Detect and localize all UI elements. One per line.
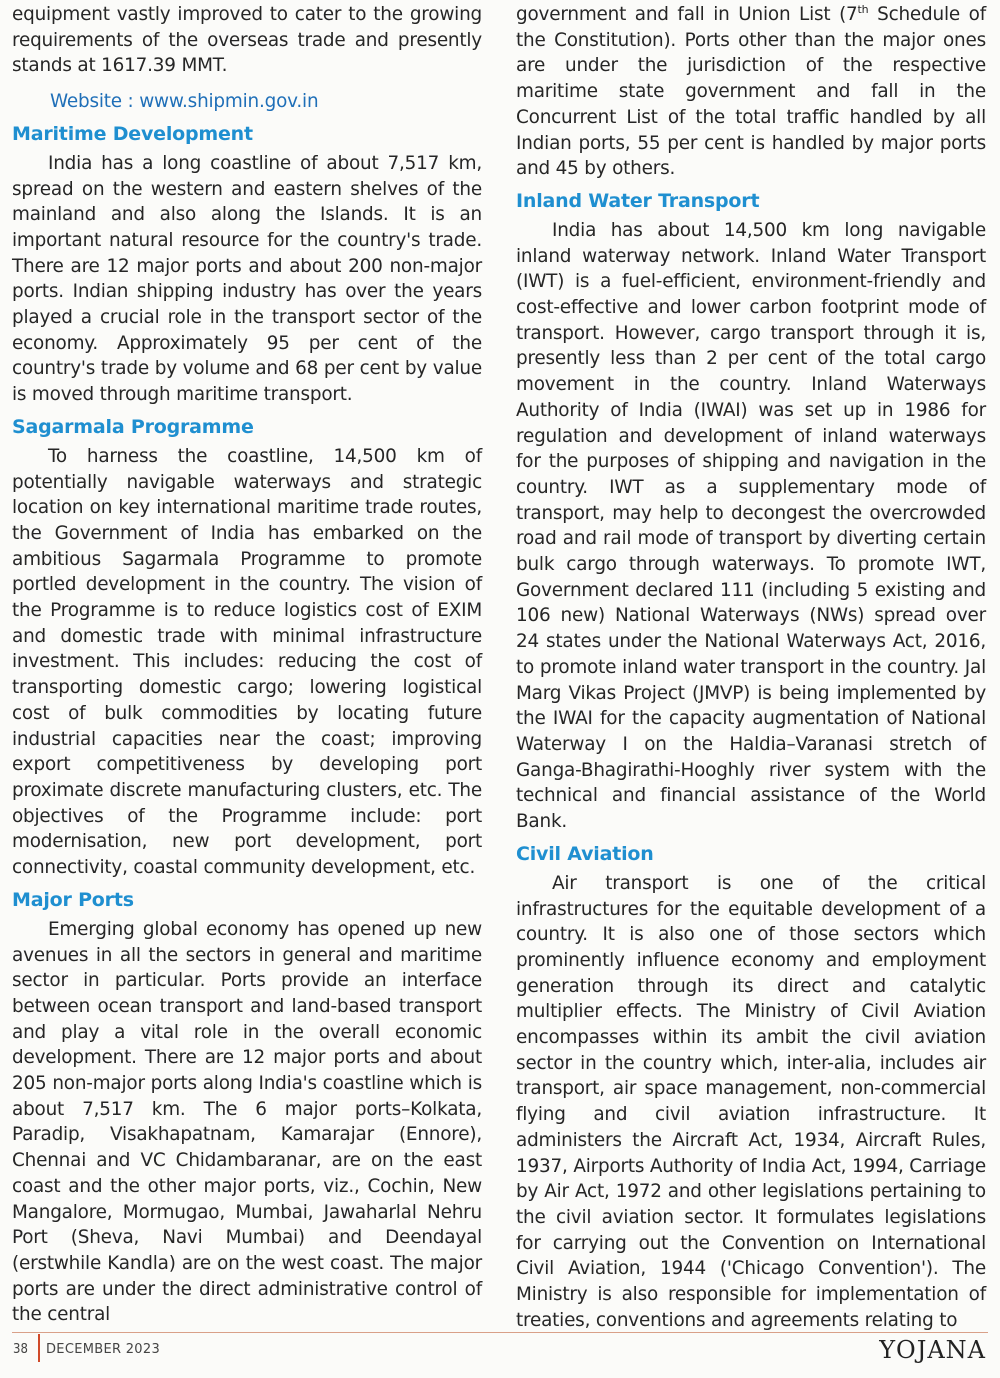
intro-paragraph: equipment vastly improved to cater to the growing requirements of the overseas trade and presently stands at 1617.39 MMT. (12, 4, 482, 77)
page-number: 38 (13, 1342, 28, 1357)
civil-aviation-heading: Civil Aviation (516, 842, 654, 865)
right-intro-part-a: government and fall in Union List (7 (516, 4, 858, 25)
major-ports-paragraph: Emerging global economy has opened up new avenues in all the sectors in general and maritime sector in particular. Ports provide an interface between ocean transport and land-based transport and play a vital role in the overall economic development. There are 12 major ports and about 205 non-major ports along India's coastline which is about 7,517 km. The 6 major ports–Kolkata, Paradip, Visakhapatnam, Kamarajar (Ennore), Chennai and VC Chidambaranar, are on the east coast and the other major ports, viz., Cochin, New Mangalore, Mormugao, Mumbai, Jawaharlal Nehru Port (Sheva, Navi Mumbai) and Deendayal (erstwhile Kandla) are on the west coast. The major ports are under the direct administrative control of the central (12, 918, 482, 1326)
website-line (50, 89, 482, 115)
sagarmala-programme-paragraph: To harness the coastline, 14,500 km of potentially navigable waterways and strategic location on key international maritime trade routes, the Government of India has embarked on the ambitious Sagarmala Programme to promote portled development in the country. The vision of the Programme is to reduce logistics cost of EXIM and domestic trade with minimal infrastructure investment. This includes: reducing the cost of transporting domestic cargo; lowering logistical cost of bulk commodities by locating future industrial capacities near the coast; improving export competitiveness by developing port proximate discrete manufacturing clusters, etc. The objectives of the Programme include: port modernisation, new port development, port connectivity, coastal community development, etc. (12, 445, 482, 879)
ordinal-suffix: th (857, 2, 869, 16)
website-label: Website : (50, 91, 140, 113)
inland-water-transport-heading: Inland Water Transport (516, 189, 760, 212)
magazine-name: YOJANA (879, 1336, 986, 1364)
issue-date: DECEMBER 2023 (46, 1342, 161, 1357)
website-link[interactable]: www.shipmin.gov.in (139, 91, 319, 113)
footer-divider (12, 1332, 988, 1333)
left-column (12, 2, 482, 1328)
maritime-development-heading: Maritime Development (12, 122, 253, 145)
footer-accent-bar (38, 1334, 40, 1362)
right-intro-paragraph (516, 2, 986, 182)
major-ports-heading: Major Ports (12, 888, 134, 911)
inland-water-transport-paragraph: India has about 14,500 km long navigable inland waterway network. Inland Water Transport (IWT) is a fuel-efficient, environment-friendly and cost-effective and lower carbon footprint mode of transport. However, cargo transport through it is, presently less than 2 per cent of the total cargo movement in the country. Inland Waterways Authority of India (IWAI) was set up in 1986 for regulation and development of inland waterways for the purposes of shipping and navigation in the country. IWT as a supplementary mode of transport, may help to decongest the overcrowded road and rail mode of transport by diverting certain bulk cargo through waterways. To promote IWT, Government declared 111 (including 5 existing and 106 new) National Waterways (NWs) spread over 24 states under the National Waterways Act, 2016, to promote inland water transport in the country. Jal Marg Vikas Project (JMVP) is being implemented by the IWAI for the capacity augmentation of National Waterway I on the Haldia–Varanasi stretch of Ganga-Bhagirathi-Hooghly river system with the technical and financial assistance of the World Bank. (516, 219, 986, 833)
maritime-development-paragraph: India has a long coastline of about 7,517 km, spread on the western and eastern shelves of the mainland and also along the Islands. It is an important natural resource for the country's trade. There are 12 major ports and about 200 non-major ports. Indian shipping industry has over the years played a crucial role in the transport sector of the economy. Approximately 95 per cent of the country's trade by volume and 68 per cent by value is moved through maritime transport. (12, 152, 482, 406)
civil-aviation-paragraph: Air transport is one of the critical infrastructures for the equitable development of a country. It is also one of those sectors which prominently influence economy and employment generation through its direct and catalytic multiplier effects. The Ministry of Civil Aviation encompasses within its ambit the civil aviation sector in the country which, inter-alia, includes air transport, air space management, non-commercial flying and civil aviation infrastructure. It administers the Aircraft Act, 1934, Aircraft Rules, 1937, Airports Authority of India Act, 1994, Carriage by Air Act, 1972 and other legislations pertaining to the civil aviation sector. It formulates legislations for carrying out the Convention on International Civil Aviation, 1944 ('Chicago Convention'). The Ministry is also responsible for implementation of treaties, conventions and agreements relating to (516, 872, 986, 1331)
sagarmala-programme-heading: Sagarmala Programme (12, 415, 254, 438)
right-intro-part-b: Schedule of the Constitution). Ports other than the major ones are under the jurisdiction of the respective maritime state government and fall in the Concurrent List of the total traffic handled by all Indian ports, 55 per cent is handled by major ports and 45 by others. (516, 4, 986, 180)
right-column (516, 2, 986, 1333)
